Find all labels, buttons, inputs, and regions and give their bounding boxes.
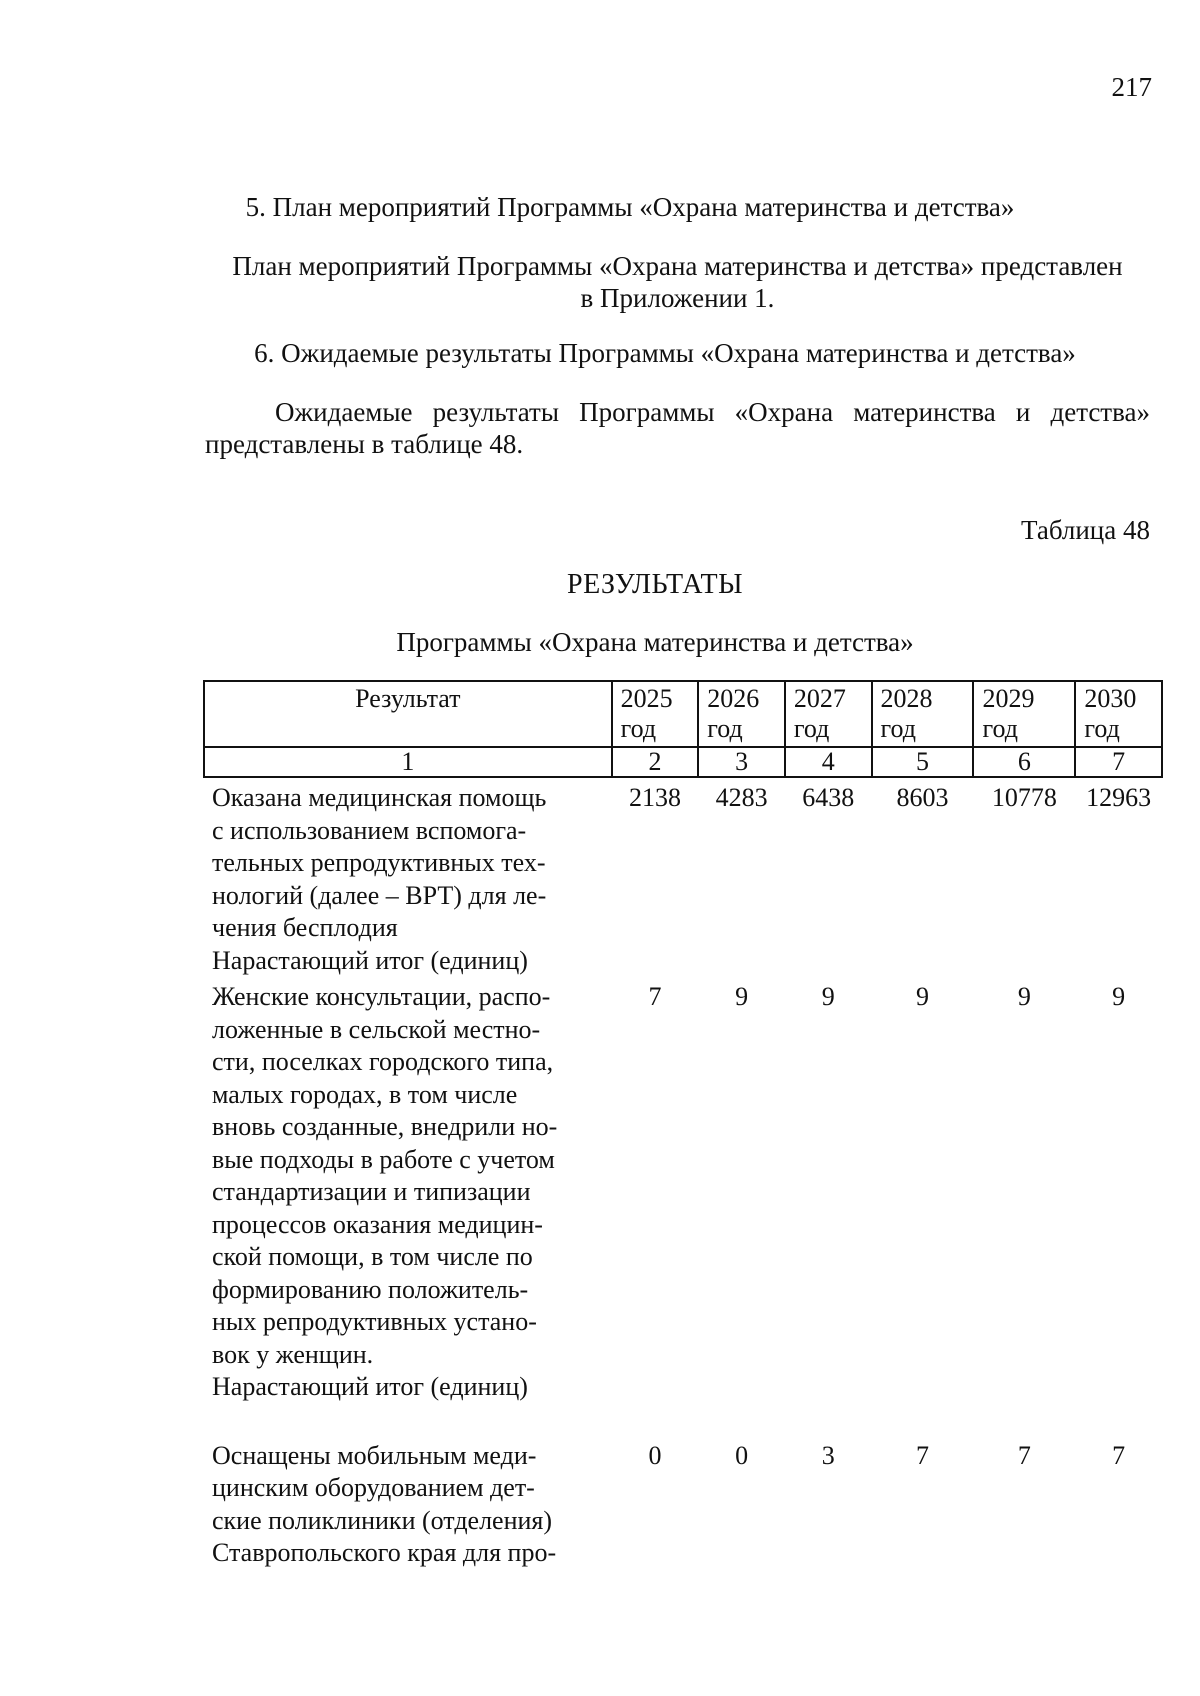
value-cell: 9 (735, 982, 749, 1011)
value-cell: 3 (821, 1440, 835, 1470)
result-line: процессов оказания медицин- (212, 1209, 543, 1239)
section-5-text-line-2: в Приложении 1. (580, 283, 775, 313)
value-cell: 7 (915, 1440, 929, 1470)
section-5-text-line-1: План мероприятий Программы «Охрана материнства и детства» представлен (232, 251, 1123, 281)
column-number: 6 (973, 747, 1075, 777)
value-cell: 8603 (896, 783, 949, 812)
result-line: вок у женщин. (212, 1339, 374, 1369)
value-cell: 9 (915, 982, 929, 1011)
section-6-heading: 6. Ожидаемые результаты Программы «Охрана материнства и детства» (254, 338, 1076, 368)
column-number: 1 (204, 747, 612, 777)
header-year: 2025 год (612, 681, 699, 747)
column-number: 2 (612, 747, 699, 777)
result-line: чения бесплодия (212, 913, 398, 942)
result-line: цинским оборудованием дет- (212, 1473, 535, 1502)
result-description (204, 977, 612, 1436)
header-year: 2026 год (698, 681, 785, 747)
table-title: РЕЗУЛЬТАТЫ (567, 569, 743, 600)
result-line: ской помощи, в том числе по (212, 1242, 533, 1271)
result-unit: Нарастающий итог (единиц) (212, 1372, 528, 1401)
section-5-text (205, 250, 1150, 314)
column-number: 4 (785, 747, 872, 777)
value-cell: 2138 (628, 783, 681, 812)
header-year: 2029 год (973, 681, 1075, 747)
value-cell: 7 (648, 982, 662, 1011)
table-header-row (204, 681, 1162, 747)
value-cell: 12963 (1086, 783, 1152, 812)
result-line: ские поликлиники (отделения) (212, 1505, 553, 1535)
result-line: малых городах, в том числе (212, 1079, 518, 1109)
result-line: Оснащены мобильным меди- (212, 1440, 537, 1470)
header-year: 2028 год (872, 681, 974, 747)
table-row (204, 777, 1162, 977)
column-number: 5 (872, 747, 974, 777)
result-line: нологий (далее – ВРТ) для ле- (212, 880, 547, 910)
value-cell: 9 (1112, 982, 1126, 1011)
column-number: 7 (1075, 747, 1162, 777)
table-row (204, 1436, 1162, 1570)
table-subtitle: Программы «Охрана материнства и детства» (396, 627, 914, 657)
row-spacer (212, 1404, 604, 1436)
value-cell: 0 (735, 1440, 749, 1470)
result-line: стандартизации и типизации (212, 1177, 531, 1206)
result-description (204, 1436, 612, 1570)
results-table (203, 680, 1163, 1570)
result-line: вые подходы в работе с учетом (212, 1144, 555, 1174)
value-cell: 0 (648, 1440, 662, 1470)
result-line: сти, поселках городского типа, (212, 1047, 554, 1076)
header-year: 2027 год (785, 681, 872, 747)
result-line: вновь созданные, внедрили но- (212, 1112, 558, 1141)
column-number: 3 (698, 747, 785, 777)
value-cell: 9 (1017, 982, 1031, 1011)
header-result: Результат (204, 681, 612, 747)
value-cell: 7 (1112, 1440, 1126, 1470)
result-line: ложенные в сельской местно- (212, 1014, 541, 1044)
value-cell: 9 (821, 982, 835, 1011)
result-line: Ставропольского края для про- (212, 1538, 557, 1567)
header-year: 2030 год (1075, 681, 1162, 747)
result-description (204, 777, 612, 977)
section-6-text: Ожидаемые результаты Программы «Охрана материнства и детства» представлены в таблице 48. (205, 397, 1150, 459)
value-cell: 10778 (991, 783, 1057, 812)
result-line: Женские консультации, распо- (212, 982, 551, 1011)
value-cell: 7 (1017, 1440, 1031, 1470)
page-number: 217 (1111, 72, 1152, 102)
value-cell: 6438 (802, 783, 855, 812)
result-line: тельных репродуктивных тех- (212, 848, 546, 877)
table-number: Таблица 48 (1021, 515, 1150, 545)
result-line: формированию положитель- (212, 1274, 529, 1304)
value-cell: 4283 (715, 783, 768, 812)
result-unit: Нарастающий итог (единиц) (212, 945, 528, 975)
table-row (204, 977, 1162, 1436)
column-numbers-row (204, 747, 1162, 777)
result-line: Оказана медицинская помощь (212, 783, 547, 812)
section-5-heading: 5. План мероприятий Программы «Охрана материнства и детства» (245, 192, 1015, 222)
result-line: с использованием вспомога- (212, 815, 527, 845)
result-line: ных репродуктивных устано- (212, 1307, 537, 1336)
